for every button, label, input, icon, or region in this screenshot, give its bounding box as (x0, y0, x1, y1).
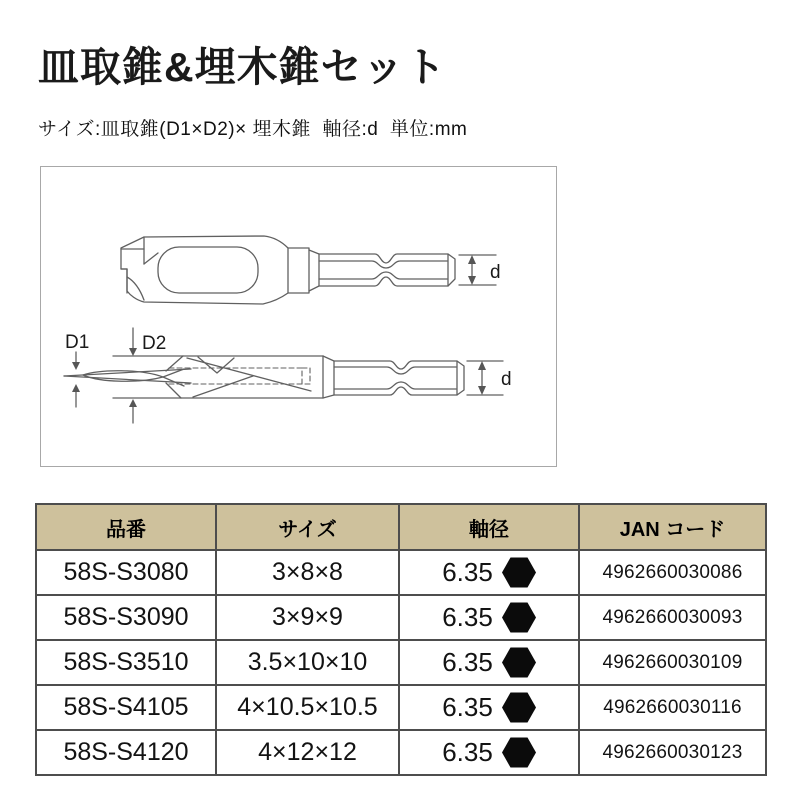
page-title: 皿取錐&埋木錐セット (38, 44, 447, 90)
size-cell: 3×8×8 (216, 550, 399, 595)
diagram-box (40, 166, 557, 467)
header-shaft-diameter: 軸径 (399, 504, 579, 550)
countersink-drawing (64, 328, 512, 423)
jan-code-cell: 4962660030086 (579, 550, 766, 595)
size-cell: 4×12×12 (216, 730, 399, 775)
shaft-cell (399, 550, 579, 595)
dimension-label-d-top: d (490, 262, 501, 283)
part-number-cell: 58S-S3090 (36, 595, 216, 640)
shaft-diameter-value: 6.35 (442, 737, 493, 767)
page-subtitle: サイズ:皿取錐(D1×D2)× 埋木錐 軸径:d 単位:mm (38, 119, 468, 140)
header-size: サイズ (216, 504, 399, 550)
table-row (36, 595, 766, 640)
shaft-cell (399, 685, 579, 730)
jan-code-cell: 4962660030123 (579, 730, 766, 775)
shaft-diameter-value: 6.35 (442, 692, 493, 722)
part-number-cell: 58S-S3080 (36, 550, 216, 595)
jan-code-cell: 4962660030109 (579, 640, 766, 685)
shaft-diameter-value: 6.35 (442, 557, 493, 587)
table-header-row (36, 504, 766, 550)
jan-code-cell: 4962660030116 (579, 685, 766, 730)
jan-code-cell: 4962660030093 (579, 595, 766, 640)
hexagon-icon (502, 557, 536, 588)
plug-cutter-drawing (121, 236, 501, 304)
hexagon-icon (502, 602, 536, 633)
dimension-label-d-bottom: d (501, 369, 512, 390)
dimension-d-bottom (467, 361, 512, 395)
dimension-d1 (65, 332, 89, 407)
table-row (36, 550, 766, 595)
shaft-cell (399, 595, 579, 640)
table-row (36, 640, 766, 685)
hexagon-icon (502, 647, 536, 678)
drill-diagram (41, 167, 556, 466)
header-jan-code: JAN コード (579, 504, 766, 550)
shaft-cell (399, 730, 579, 775)
header-part-number: 品番 (36, 504, 216, 550)
spec-table (35, 503, 767, 776)
dimension-label-d2: D2 (142, 333, 167, 354)
hexagon-icon (502, 737, 536, 768)
shaft-diameter-value: 6.35 (442, 647, 493, 677)
part-number-cell: 58S-S4105 (36, 685, 216, 730)
part-number-cell: 58S-S4120 (36, 730, 216, 775)
shaft-cell (399, 640, 579, 685)
dimension-d2 (129, 328, 166, 423)
table-row (36, 685, 766, 730)
table-row (36, 730, 766, 775)
size-cell: 3.5×10×10 (216, 640, 399, 685)
shaft-diameter-value: 6.35 (442, 602, 493, 632)
part-number-cell: 58S-S3510 (36, 640, 216, 685)
size-cell: 3×9×9 (216, 595, 399, 640)
dimension-d-top (459, 255, 501, 285)
hexagon-icon (502, 692, 536, 723)
size-cell: 4×10.5×10.5 (216, 685, 399, 730)
dimension-label-d1: D1 (65, 332, 90, 353)
